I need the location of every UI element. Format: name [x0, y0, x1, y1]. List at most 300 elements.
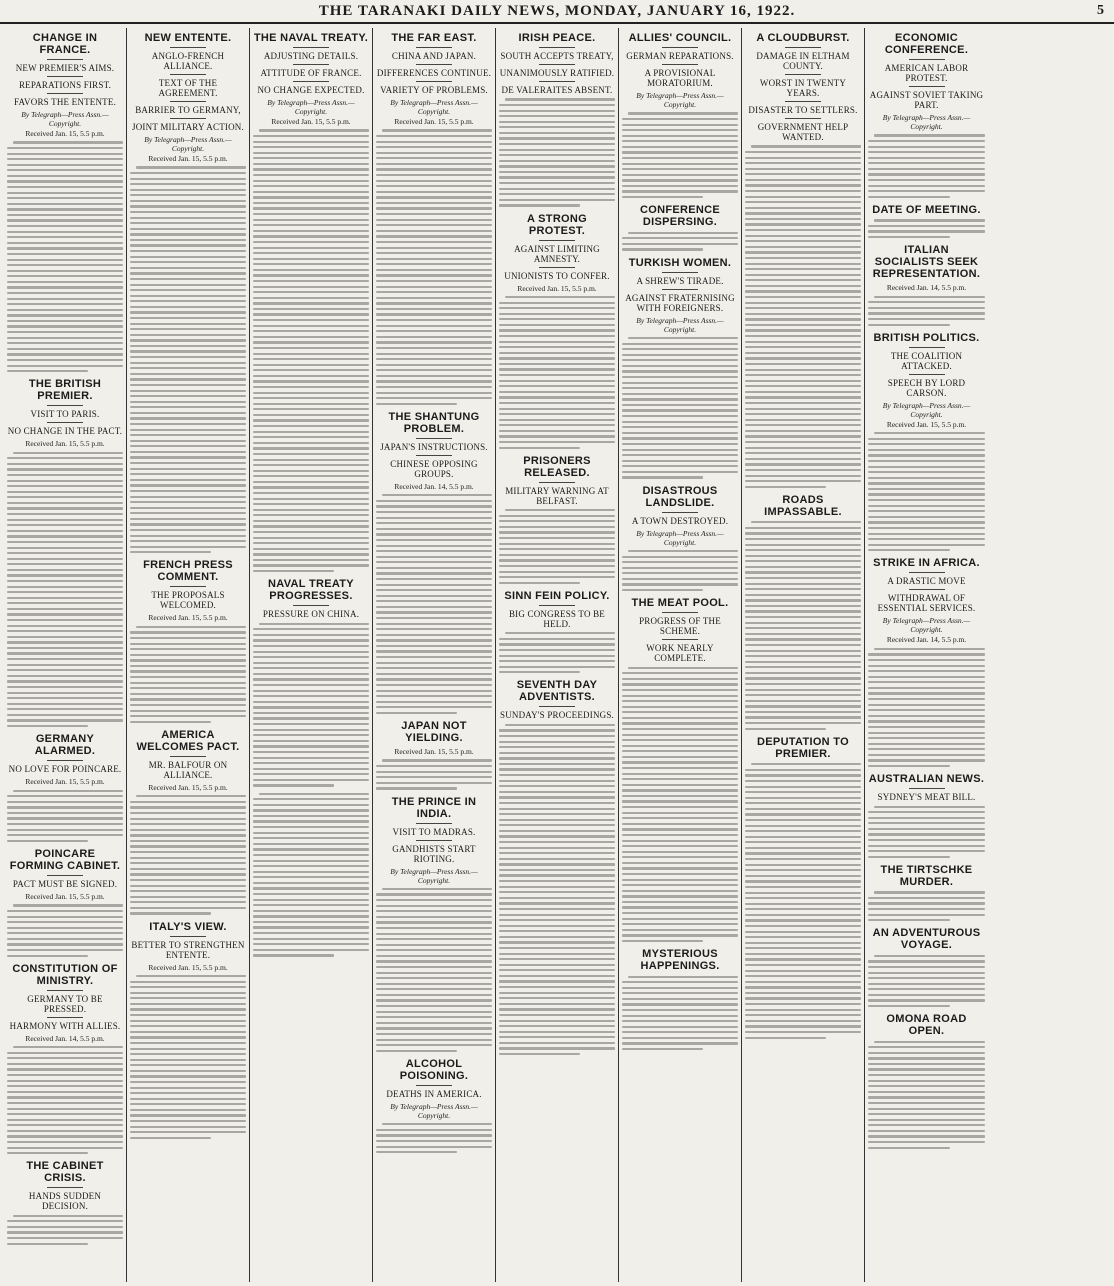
article-subhead: SYDNEY'S MEAT BILL. — [877, 792, 976, 803]
article-body — [7, 904, 123, 956]
article — [7, 733, 123, 842]
text-line — [259, 793, 369, 795]
text-line — [622, 129, 738, 131]
text-line — [253, 564, 369, 566]
text-line — [7, 669, 123, 671]
text-line — [253, 915, 369, 917]
text-line — [499, 936, 615, 938]
text-line — [622, 934, 738, 936]
text-line — [868, 1096, 985, 1098]
text-line — [874, 134, 985, 136]
text-line — [376, 673, 492, 675]
divider — [170, 101, 206, 102]
text-line — [868, 999, 985, 1001]
text-line — [253, 651, 369, 653]
text-line — [7, 281, 123, 283]
text-line — [253, 809, 369, 811]
text-line — [7, 519, 123, 521]
text-line — [745, 285, 861, 287]
article-subhead: THE COALITION ATTACKED. — [890, 350, 963, 371]
text-line — [628, 976, 738, 978]
text-line — [7, 641, 123, 643]
divider — [539, 47, 575, 48]
text-line — [7, 219, 123, 221]
text-line — [253, 174, 369, 176]
text-line — [376, 152, 492, 154]
divider — [539, 706, 575, 707]
text-line — [622, 722, 738, 724]
article-byline: By Telegraph—Press Assn.—Copyright. — [390, 866, 478, 885]
divider — [293, 64, 329, 65]
article-body — [499, 632, 615, 673]
text-line — [7, 147, 123, 149]
article-headline: DISASTROUS LANDSLIDE. — [642, 484, 718, 509]
text-line — [376, 163, 492, 165]
article-headline: BRITISH POLITICS. — [873, 331, 980, 344]
text-line — [253, 453, 369, 455]
text-line — [745, 458, 861, 460]
text-line — [874, 296, 985, 298]
divider — [785, 118, 821, 119]
text-line — [253, 369, 369, 371]
text-line — [376, 771, 492, 773]
text-line — [622, 929, 738, 931]
text-line — [7, 342, 123, 344]
text-line — [130, 676, 246, 678]
article-received: Received Jan. 15, 5.5 p.m. — [148, 154, 228, 163]
page-number: 5 — [1097, 3, 1104, 18]
text-line — [7, 242, 123, 244]
article-subhead: ADJUSTING DETAILS. — [263, 51, 359, 61]
article-subhead: MR. BALFOUR ON ALLIANCE. — [148, 759, 228, 780]
article-body — [622, 232, 738, 251]
text-line — [130, 868, 246, 870]
text-line — [253, 135, 369, 137]
text-line — [253, 745, 369, 747]
text-line — [253, 492, 369, 494]
text-line — [745, 858, 861, 860]
text-line — [376, 291, 492, 293]
text-line — [253, 514, 369, 516]
divider — [416, 840, 452, 841]
article — [7, 848, 123, 957]
text-line — [868, 140, 985, 142]
text-line — [745, 672, 861, 674]
text-line — [253, 503, 369, 505]
text-line — [622, 912, 738, 914]
text-line — [7, 502, 123, 504]
text-line — [376, 983, 492, 985]
divider — [170, 118, 206, 119]
text-line — [130, 496, 246, 498]
text-line — [7, 259, 123, 261]
text-line — [622, 981, 738, 983]
text-line — [745, 318, 861, 320]
divider — [909, 572, 945, 573]
divider — [539, 240, 575, 241]
text-line — [376, 146, 492, 148]
text-line — [745, 661, 861, 663]
text-line — [253, 773, 369, 775]
text-line — [868, 146, 985, 148]
article-subhead: JOINT MILITARY ACTION. — [132, 122, 244, 132]
text-line — [868, 659, 985, 661]
text-line — [130, 637, 246, 639]
text-line — [7, 286, 123, 288]
article-headline: THE NAVAL TREATY. — [253, 32, 369, 44]
text-line — [745, 808, 861, 810]
text-line — [376, 678, 492, 680]
text-line — [130, 1070, 246, 1072]
text-line — [130, 845, 246, 847]
text-line — [868, 748, 985, 750]
text-line — [253, 330, 369, 332]
text-line — [868, 466, 985, 468]
text-line — [7, 1074, 123, 1076]
text-line — [376, 667, 492, 669]
article-subhead: NO CHANGE IN THE PACT. — [7, 426, 123, 437]
text-line — [253, 938, 369, 940]
text-line — [745, 716, 861, 718]
text-line — [130, 529, 246, 531]
text-line — [868, 1057, 985, 1059]
article-body — [622, 337, 738, 479]
text-line — [7, 247, 123, 249]
article-received: Received Jan. 14, 5.5 p.m. — [25, 1033, 105, 1043]
text-line — [376, 313, 492, 315]
text-line — [499, 1036, 615, 1038]
article-body — [868, 955, 985, 1007]
text-line — [7, 1135, 123, 1137]
text-line — [376, 578, 492, 580]
article-body — [130, 166, 246, 553]
text-line — [868, 438, 985, 440]
text-line — [7, 1231, 123, 1233]
text-line — [130, 659, 246, 661]
text-line — [868, 544, 985, 546]
text-line — [376, 180, 492, 182]
text-line — [376, 141, 492, 143]
text-line — [745, 357, 861, 359]
article — [7, 963, 123, 1155]
text-line — [253, 837, 369, 839]
text-line — [130, 670, 246, 672]
text-line — [7, 921, 123, 923]
text-line — [505, 296, 615, 298]
text-line — [130, 654, 246, 656]
text-line — [628, 667, 738, 669]
divider — [785, 47, 821, 48]
text-line — [376, 397, 492, 399]
article-subhead: MILITARY WARNING AT BELFAST. — [505, 485, 609, 506]
article-subhead: DE VALERAITES ABSENT. — [501, 85, 613, 95]
text-line — [868, 665, 985, 667]
article-body — [868, 891, 985, 921]
article-headline: OMONA ROAD OPEN. — [886, 1013, 967, 1038]
article-body — [622, 112, 738, 198]
article-body — [499, 98, 615, 206]
text-line — [253, 364, 369, 366]
text-line — [499, 741, 615, 743]
text-line — [130, 1020, 246, 1022]
text-line — [622, 168, 738, 170]
text-line — [13, 141, 123, 143]
text-line — [253, 684, 369, 686]
text-line — [622, 1003, 738, 1005]
article-body — [376, 494, 492, 714]
text-line — [868, 449, 985, 451]
text-line — [499, 752, 615, 754]
article — [622, 204, 738, 250]
article-received: Received Jan. 15, 5.5 p.m. — [25, 891, 105, 901]
text-line — [745, 396, 861, 398]
text-line — [745, 212, 861, 214]
article-subhead: AMERICAN LABOR PROTEST. — [884, 63, 969, 83]
text-line — [7, 197, 123, 199]
article-headline: AMERICA WELCOMES PACT. — [136, 728, 240, 753]
text-line — [745, 324, 861, 326]
article — [868, 204, 985, 238]
text-line — [253, 695, 369, 697]
text-line — [253, 157, 369, 159]
text-line — [499, 763, 615, 765]
text-line — [130, 479, 246, 481]
text-line — [130, 698, 246, 700]
article-headline: ROADS IMPASSABLE. — [764, 493, 842, 518]
article-headline: THE PRINCE IN INDIA. — [391, 795, 477, 820]
text-line — [130, 512, 246, 514]
text-line — [868, 1147, 950, 1149]
text-line — [868, 908, 985, 910]
text-line — [7, 1085, 123, 1087]
text-line — [7, 270, 123, 272]
text-line — [499, 746, 615, 748]
text-line — [259, 129, 369, 131]
article-headline: SINN FEIN POLICY. — [504, 589, 610, 602]
text-line — [253, 656, 369, 658]
text-line — [7, 703, 123, 705]
text-line — [622, 348, 738, 350]
text-line — [745, 463, 861, 465]
text-line — [376, 353, 492, 355]
text-line — [499, 341, 615, 343]
text-line — [868, 726, 985, 728]
text-line — [130, 401, 246, 403]
text-line — [745, 380, 861, 382]
text-line — [7, 558, 123, 560]
text-line — [499, 925, 615, 927]
article-received: Received Jan. 15, 5.5 p.m. — [25, 777, 105, 787]
text-line — [376, 1039, 492, 1041]
text-line — [376, 949, 492, 951]
text-line — [868, 173, 985, 175]
text-line — [376, 994, 492, 996]
text-line — [874, 1041, 985, 1043]
text-line — [745, 363, 861, 365]
text-line — [376, 572, 492, 574]
text-line — [745, 424, 861, 426]
text-line — [868, 902, 985, 904]
text-line — [7, 353, 123, 355]
text-line — [130, 289, 246, 291]
text-line — [253, 804, 369, 806]
article-subhead: AGAINST LIMITING AMNESTY. — [514, 243, 600, 264]
text-line — [7, 1113, 123, 1115]
text-line — [253, 751, 369, 753]
article-byline: By Telegraph—Press Assn.—Copyright. — [390, 1101, 478, 1120]
text-line — [253, 498, 369, 500]
text-line — [376, 955, 492, 957]
text-line — [376, 533, 492, 535]
text-line — [745, 184, 861, 186]
text-line — [622, 174, 738, 176]
text-line — [745, 346, 861, 348]
text-line — [499, 408, 615, 410]
text-line — [376, 286, 492, 288]
text-line — [499, 199, 615, 201]
text-line — [745, 791, 861, 793]
text-line — [7, 597, 123, 599]
text-line — [868, 681, 985, 683]
text-line — [622, 817, 738, 819]
text-line — [13, 452, 123, 454]
text-line — [868, 692, 985, 694]
text-line — [499, 419, 615, 421]
article — [130, 729, 246, 915]
text-line — [376, 369, 492, 371]
text-line — [751, 145, 861, 147]
text-line — [868, 499, 985, 501]
article-body — [868, 432, 985, 551]
divider — [909, 374, 945, 375]
text-line — [499, 182, 615, 184]
text-line — [745, 257, 861, 259]
text-line — [7, 714, 123, 716]
text-line — [130, 200, 246, 202]
text-line — [382, 888, 492, 890]
text-line — [499, 902, 615, 904]
article-byline: By Telegraph—Press Assn.—Copyright. — [882, 113, 971, 131]
text-line — [868, 709, 985, 711]
text-line — [253, 286, 369, 288]
text-line — [622, 1026, 738, 1028]
text-line — [499, 869, 615, 871]
text-line — [7, 1102, 123, 1104]
text-line — [868, 817, 985, 819]
text-line — [253, 347, 369, 349]
text-line — [376, 375, 492, 377]
text-line — [130, 981, 246, 983]
article-headline: A STRONG PROTEST. — [526, 212, 588, 237]
text-line — [376, 921, 492, 923]
text-line — [868, 653, 985, 655]
text-line — [130, 233, 246, 235]
text-line — [130, 1087, 246, 1089]
text-line — [130, 1131, 246, 1133]
text-line — [622, 443, 738, 445]
article-headline: FRENCH PRESS COMMENT. — [143, 559, 233, 584]
text-line — [499, 520, 615, 522]
text-line — [376, 274, 492, 276]
text-line — [622, 845, 738, 847]
text-line — [130, 1059, 246, 1061]
text-line — [622, 404, 738, 406]
text-line — [499, 385, 615, 387]
text-line — [628, 550, 738, 552]
article-subhead: DEATHS IN AMERICA. — [386, 1088, 482, 1099]
text-line — [868, 856, 950, 858]
text-line — [382, 759, 492, 761]
text-line — [376, 1140, 492, 1142]
article-headline: CHANGE IN FRANCE. — [32, 32, 98, 56]
text-line — [868, 765, 950, 767]
text-line — [7, 530, 123, 532]
text-line — [745, 352, 861, 354]
column-8 — [865, 28, 988, 1282]
text-line — [130, 473, 246, 475]
article — [7, 378, 123, 727]
text-line — [499, 997, 615, 999]
article — [622, 597, 738, 942]
text-line — [868, 1074, 985, 1076]
text-line — [622, 421, 738, 423]
text-line — [130, 643, 246, 645]
text-line — [130, 1048, 246, 1050]
text-line — [7, 943, 123, 945]
text-line — [499, 424, 615, 426]
text-line — [7, 647, 123, 649]
divider — [47, 1187, 83, 1188]
text-line — [253, 168, 369, 170]
text-line — [130, 901, 246, 903]
text-line — [130, 244, 246, 246]
text-line — [505, 724, 615, 726]
text-line — [745, 841, 861, 843]
text-line — [376, 325, 492, 327]
text-line — [868, 157, 985, 159]
text-line — [499, 559, 615, 561]
text-line — [745, 689, 861, 691]
article-headline: A CLOUDBURST. — [756, 32, 850, 44]
divider — [662, 272, 698, 273]
text-line — [7, 1068, 123, 1070]
article-body — [253, 793, 369, 957]
text-line — [868, 977, 985, 979]
text-line — [130, 189, 246, 191]
article — [868, 864, 985, 921]
divider — [909, 589, 945, 590]
divider — [909, 788, 945, 789]
article-subhead: WORST IN TWENTY YEARS. — [759, 78, 847, 98]
article-subhead: GERMANY TO BE PRESSED. — [27, 993, 103, 1014]
text-line — [745, 650, 861, 652]
text-line — [376, 999, 492, 1001]
text-line — [499, 802, 615, 804]
text-line — [130, 997, 246, 999]
article-subhead: WORK NEARLY COMPLETE. — [646, 643, 714, 664]
text-line — [745, 942, 861, 944]
text-line — [253, 854, 369, 856]
text-line — [376, 247, 492, 249]
text-line — [253, 291, 369, 293]
text-line — [130, 306, 246, 308]
text-line — [130, 1098, 246, 1100]
text-line — [7, 309, 123, 311]
text-line — [499, 357, 615, 359]
text-line — [130, 873, 246, 875]
text-line — [7, 927, 123, 929]
article-body — [7, 141, 123, 372]
